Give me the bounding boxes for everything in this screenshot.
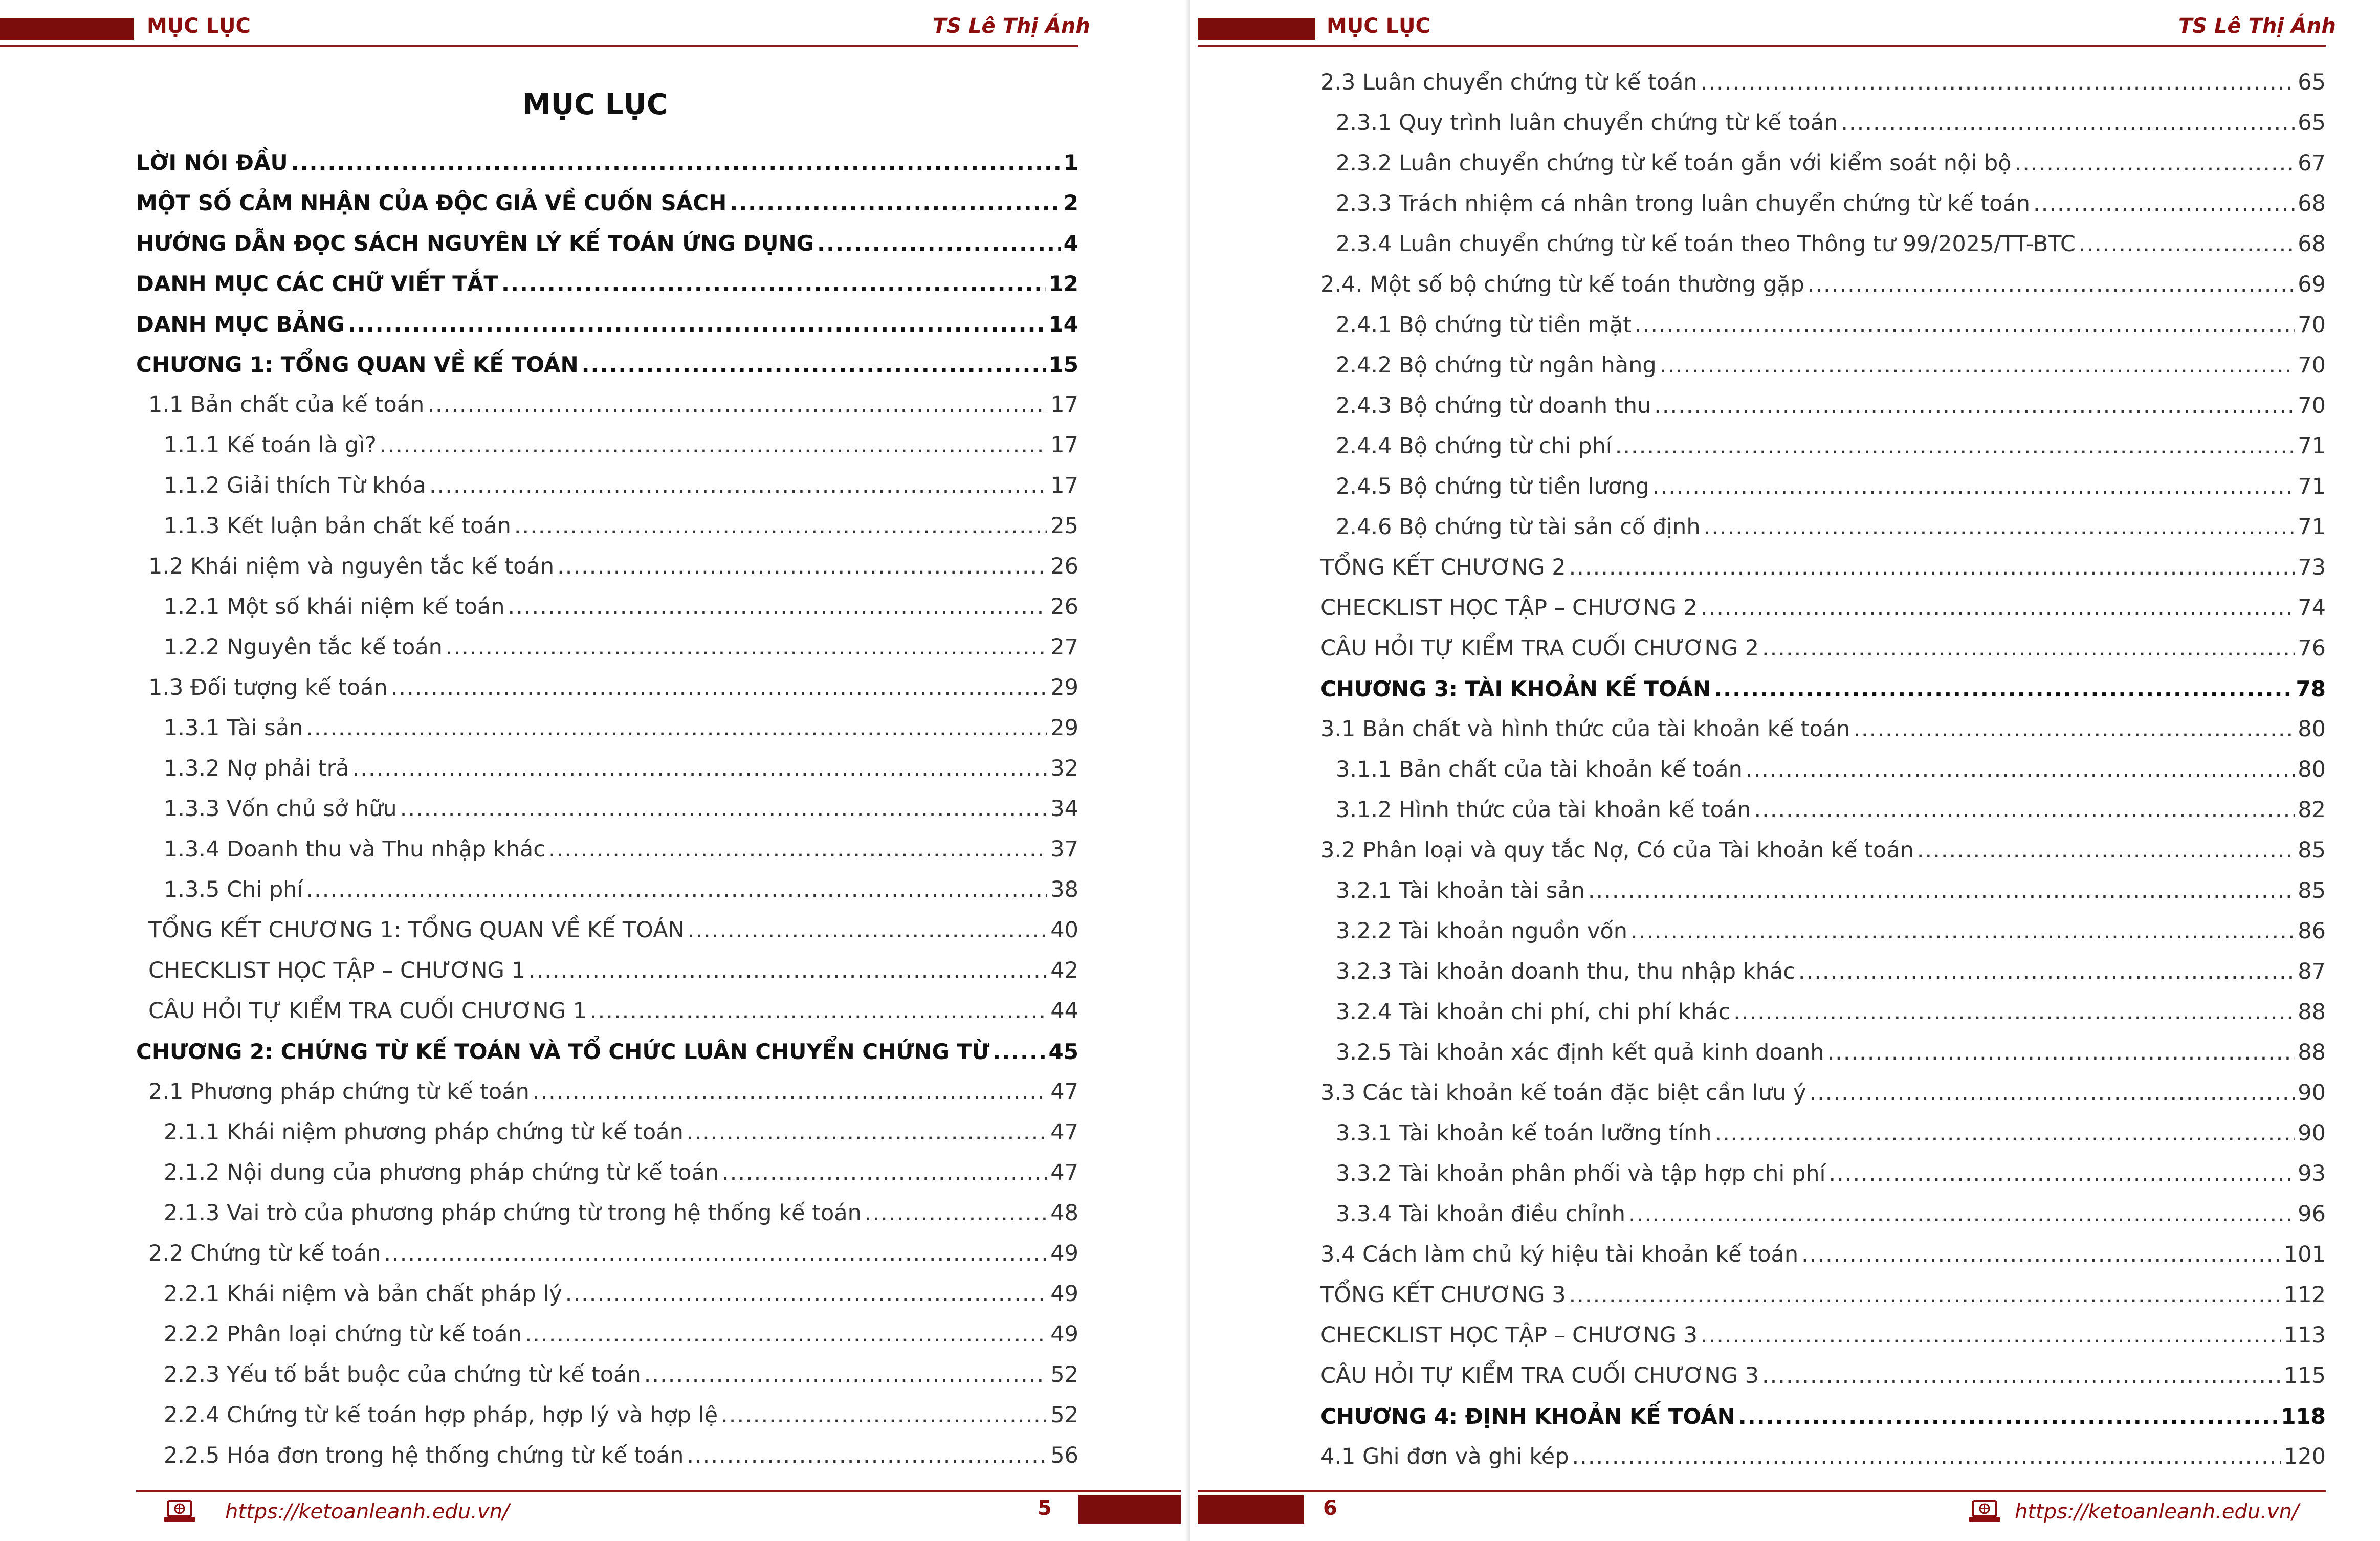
- toc-entry-title: CHƯƠNG 4: ĐỊNH KHOẢN KẾ TOÁN: [1320, 1404, 1735, 1429]
- toc-entry-title: MỘT SỐ CẢM NHẬN CỦA ĐỘC GIẢ VỀ CUỐN SÁCH: [136, 190, 727, 215]
- toc-entry[interactable]: [1307, 871, 2326, 911]
- toc-title: MỤC LỤC: [522, 88, 668, 121]
- dot-leader: [993, 1031, 1045, 1072]
- toc-entry-title: 1.1 Bản chất của kế toán: [148, 392, 425, 417]
- toc-chapter-entry[interactable]: [1307, 1396, 2326, 1437]
- dot-leader: [730, 183, 1061, 223]
- right-page: [1190, 0, 2380, 1541]
- toc-entry[interactable]: [1307, 750, 2326, 790]
- toc-entry-title: 1.2.2 Nguyên tắc kế toán: [164, 634, 443, 660]
- toc-entry-page: 118: [2281, 1404, 2326, 1429]
- toc-entry[interactable]: [1307, 184, 2326, 224]
- dot-leader: [687, 1112, 1047, 1153]
- toc-entry-title: TỔNG KẾT CHƯƠNG 3: [1320, 1282, 1566, 1308]
- toc-entry-title: CÂU HỎI TỰ KIỂM TRA CUỐI CHƯƠNG 1: [148, 998, 587, 1024]
- toc-entry[interactable]: [1307, 911, 2326, 952]
- toc-entry[interactable]: [136, 1436, 1078, 1476]
- dot-leader: [384, 1234, 1047, 1274]
- toc-entry[interactable]: [136, 991, 1078, 1031]
- toc-entry-page: 47: [1050, 1119, 1078, 1145]
- dot-leader: [2033, 184, 2295, 224]
- header-rule: [1198, 45, 2326, 47]
- toc-chapter-entry[interactable]: [1307, 669, 2326, 709]
- toc-entry-page: 88: [2298, 1040, 2326, 1065]
- toc-entry[interactable]: [1307, 507, 2326, 547]
- toc-entry-title: TỔNG KẾT CHƯƠNG 2: [1320, 555, 1566, 580]
- toc-entry-page: 1: [1063, 150, 1078, 175]
- dot-leader: [1572, 1437, 2281, 1477]
- toc-entry-title: 1.2.1 Một số khái niệm kế toán: [164, 594, 505, 620]
- toc-entry[interactable]: [136, 506, 1078, 546]
- toc-entry-title: 2.4.5 Bộ chứng từ tiền lương: [1336, 474, 1649, 499]
- toc-entry-title: 1.1.2 Giải thích Từ khóa: [164, 473, 426, 498]
- toc-entry-page: 25: [1050, 513, 1078, 539]
- toc-entry[interactable]: [1307, 1275, 2326, 1315]
- toc-entry[interactable]: [1307, 224, 2326, 265]
- dot-leader: [1738, 1396, 2278, 1437]
- toc-entry-page: 65: [2298, 70, 2326, 95]
- toc-entry-title: 2.4. Một số bộ chứng từ kế toán thường gặp: [1320, 272, 1804, 297]
- dot-leader: [306, 870, 1047, 910]
- dot-leader: [817, 223, 1061, 263]
- header-author: TS Lê Thị Ánh: [2178, 14, 2336, 38]
- toc-entry-title: 2.4.4 Bộ chứng từ chi phí: [1336, 433, 1612, 459]
- toc-entry-page: 49: [1050, 1281, 1078, 1307]
- toc-entry[interactable]: [1307, 952, 2326, 992]
- toc-entry-page: 74: [2298, 595, 2326, 621]
- dot-leader: [501, 263, 1046, 304]
- toc-entry-page: 68: [2298, 231, 2326, 257]
- toc-entry-page: 120: [2283, 1444, 2326, 1469]
- toc-entry[interactable]: [1307, 143, 2326, 184]
- dot-leader: [528, 951, 1047, 991]
- dot-leader: [2015, 143, 2295, 184]
- dot-leader: [446, 627, 1047, 668]
- toc-entry-page: 76: [2298, 635, 2326, 661]
- dot-leader: [1829, 1154, 2295, 1194]
- toc-entry-title: 2.4.3 Bộ chứng từ doanh thu: [1336, 393, 1651, 419]
- toc-entry-title: HƯỚNG DẪN ĐỌC SÁCH NGUYÊN LÝ KẾ TOÁN ỨNG DỤNG: [136, 231, 814, 256]
- dot-leader: [1798, 952, 2295, 992]
- toc-entry-page: 52: [1050, 1402, 1078, 1428]
- dot-leader: [1746, 750, 2295, 790]
- toc-entry-page: 67: [2298, 150, 2326, 176]
- toc-entry-title: 1.2 Khái niệm và nguyên tắc kế toán: [148, 554, 555, 579]
- laptop-web-icon: [1968, 1499, 2001, 1524]
- toc-entry[interactable]: [136, 546, 1078, 587]
- dot-leader: [590, 991, 1047, 1031]
- toc-entry-page: 42: [1050, 958, 1078, 983]
- toc-entry-page: 27: [1050, 634, 1078, 660]
- toc-list-right: [1307, 62, 2326, 1477]
- toc-entry[interactable]: [1307, 1113, 2326, 1154]
- toc-entry[interactable]: [1307, 386, 2326, 426]
- dot-leader: [1652, 467, 2295, 507]
- toc-entry[interactable]: [136, 668, 1078, 708]
- dot-leader: [1801, 1235, 2281, 1275]
- dot-leader: [1660, 345, 2295, 386]
- toc-entry-page: 4: [1063, 231, 1078, 256]
- toc-entry[interactable]: [136, 1395, 1078, 1436]
- toc-entry-page: 17: [1050, 432, 1078, 458]
- toc-entry-title: 2.4.2 Bộ chứng từ ngân hàng: [1336, 353, 1657, 378]
- toc-entry-title: 1.3.2 Nợ phải trả: [164, 756, 349, 781]
- dot-leader: [1853, 709, 2295, 750]
- toc-entry-page: 115: [2283, 1363, 2326, 1389]
- dot-leader: [352, 749, 1048, 789]
- toc-entry[interactable]: [1307, 62, 2326, 103]
- toc-entry-page: 17: [1050, 392, 1078, 417]
- dot-leader: [1628, 1194, 2295, 1235]
- dot-leader: [721, 1395, 1047, 1436]
- toc-entry-page: 49: [1050, 1322, 1078, 1347]
- toc-entry-page: 71: [2298, 433, 2326, 459]
- toc-entry-title: CHECKLIST HỌC TẬP – CHƯƠNG 2: [1320, 595, 1698, 621]
- toc-entry-page: 73: [2298, 555, 2326, 580]
- toc-entry-title: CHECKLIST HỌC TẬP – CHƯƠNG 3: [1320, 1323, 1698, 1348]
- dot-leader: [1827, 1032, 2295, 1073]
- footer-url-link[interactable]: https://ketoanleanh.edu.vn/: [225, 1500, 510, 1524]
- toc-entry-title: 3.2.4 Tài khoản chi phí, chi phí khác: [1336, 999, 1731, 1025]
- toc-entry[interactable]: [1307, 1356, 2326, 1396]
- toc-entry[interactable]: [1307, 1032, 2326, 1073]
- toc-entry-title: 2.2.4 Chứng từ kế toán hợp pháp, hợp lý và hợp lệ: [164, 1402, 718, 1428]
- dot-leader: [2079, 224, 2295, 265]
- toc-entry[interactable]: [1307, 709, 2326, 750]
- toc-entry-title: 3.2 Phân loại và quy tắc Nợ, Có của Tài khoản kế toán: [1320, 838, 1914, 863]
- toc-entry-page: 15: [1048, 352, 1078, 377]
- dot-leader: [427, 385, 1047, 425]
- toc-entry-title: 1.3.5 Chi phí: [164, 877, 303, 902]
- toc-entry-page: 93: [2298, 1161, 2326, 1186]
- dot-leader: [1733, 992, 2295, 1032]
- dot-leader: [1715, 1113, 2295, 1154]
- toc-entry-title: 3.2.3 Tài khoản doanh thu, thu nhập khác: [1336, 959, 1795, 984]
- dot-leader: [1635, 305, 2295, 345]
- dot-leader: [1841, 103, 2295, 143]
- toc-entry-title: CHƯƠNG 3: TÀI KHOẢN KẾ TOÁN: [1320, 676, 1711, 701]
- toc-entry[interactable]: [1307, 265, 2326, 305]
- toc-entry-page: 112: [2283, 1282, 2326, 1308]
- toc-entry-page: 88: [2298, 999, 2326, 1025]
- dot-leader: [1630, 911, 2295, 952]
- toc-entry-page: 29: [1050, 715, 1078, 741]
- toc-entry-page: 113: [2283, 1323, 2326, 1348]
- toc-entry-title: 3.3.2 Tài khoản phân phối và tập hợp chi phí: [1336, 1161, 1826, 1186]
- toc-entry-page: 40: [1050, 917, 1078, 943]
- toc-entry-title: 2.1 Phương pháp chứng từ kế toán: [148, 1079, 530, 1105]
- toc-entry-page: 71: [2298, 514, 2326, 540]
- dot-leader: [514, 506, 1047, 546]
- toc-entry-title: 3.1.1 Bản chất của tài khoản kế toán: [1336, 757, 1743, 782]
- toc-entry-title: 2.2.3 Yếu tố bắt buộc của chứng từ kế toán: [164, 1362, 641, 1388]
- toc-entry-title: DANH MỤC BẢNG: [136, 312, 345, 337]
- toc-entry-title: 3.3.1 Tài khoản kế toán lưỡng tính: [1336, 1120, 1712, 1146]
- dot-leader: [1654, 386, 2295, 426]
- toc-entry-title: 1.3.4 Doanh thu và Thu nhập khác: [164, 836, 545, 862]
- toc-entry-page: 86: [2298, 918, 2326, 944]
- toc-entry-title: 4.1 Ghi đơn và ghi kép: [1320, 1444, 1569, 1469]
- dot-leader: [391, 668, 1048, 708]
- toc-entry-title: 3.2.1 Tài khoản tài sản: [1336, 878, 1585, 904]
- toc-entry-title: 3.2.2 Tài khoản nguồn vốn: [1336, 918, 1628, 944]
- toc-entry[interactable]: [136, 587, 1078, 627]
- toc-entry-page: 82: [2298, 797, 2326, 823]
- toc-entry[interactable]: [1307, 547, 2326, 588]
- toc-entry-title: 2.2.2 Phân loại chứng từ kế toán: [164, 1322, 522, 1347]
- dot-leader: [722, 1153, 1047, 1193]
- toc-entry-title: 1.3.1 Tài sản: [164, 715, 303, 741]
- toc-entry-page: 38: [1050, 877, 1078, 902]
- toc-entry-title: 2.4.1 Bộ chứng từ tiền mặt: [1336, 312, 1632, 338]
- dot-leader: [1762, 628, 2295, 669]
- page-number: 6: [1323, 1496, 1337, 1520]
- toc-entry-page: 70: [2298, 393, 2326, 419]
- toc-entry[interactable]: [136, 870, 1078, 910]
- toc-entry-page: 65: [2298, 110, 2326, 136]
- toc-chapter-entry[interactable]: [136, 344, 1078, 385]
- footer-url-link[interactable]: https://ketoanleanh.edu.vn/: [2015, 1500, 2299, 1524]
- toc-entry-page: 70: [2298, 353, 2326, 378]
- dot-leader: [1714, 669, 2293, 709]
- dot-leader: [1701, 62, 2295, 103]
- toc-entry-page: 78: [2296, 676, 2326, 701]
- toc-chapter-entry[interactable]: [136, 142, 1078, 183]
- toc-entry[interactable]: [1307, 992, 2326, 1032]
- toc-entry[interactable]: [136, 910, 1078, 951]
- toc-chapter-entry[interactable]: [136, 223, 1078, 263]
- toc-entry[interactable]: [136, 789, 1078, 829]
- toc-entry[interactable]: [1307, 1073, 2326, 1113]
- toc-entry-page: 12: [1048, 271, 1078, 296]
- dot-leader: [865, 1193, 1047, 1234]
- toc-entry-page: 26: [1050, 554, 1078, 579]
- toc-entry[interactable]: [136, 749, 1078, 789]
- dot-leader: [565, 1274, 1048, 1314]
- toc-entry-title: 2.2.1 Khái niệm và bản chất pháp lý: [164, 1281, 562, 1307]
- toc-entry[interactable]: [1307, 830, 2326, 871]
- toc-entry-title: 2.2.5 Hóa đơn trong hệ thống chứng từ kế toán: [164, 1443, 684, 1468]
- header-section-title: MỤC LỤC: [1327, 14, 1430, 38]
- dot-leader: [306, 708, 1047, 749]
- toc-entry-title: CÂU HỎI TỰ KIỂM TRA CUỐI CHƯƠNG 3: [1320, 1363, 1759, 1389]
- toc-entry[interactable]: [1307, 1437, 2326, 1477]
- toc-chapter-entry[interactable]: [136, 1031, 1078, 1072]
- dot-leader: [508, 587, 1048, 627]
- header-accent-bar: [0, 18, 134, 40]
- toc-entry-page: 80: [2298, 757, 2326, 782]
- dot-leader: [1701, 1315, 2281, 1356]
- toc-entry-page: 17: [1050, 473, 1078, 498]
- toc-chapter-entry[interactable]: [136, 183, 1078, 223]
- toc-entry-title: 2.4.6 Bộ chứng từ tài sản cố định: [1336, 514, 1701, 540]
- toc-entry-title: CÂU HỎI TỰ KIỂM TRA CUỐI CHƯƠNG 2: [1320, 635, 1759, 661]
- dot-leader: [1808, 265, 2295, 305]
- toc-entry[interactable]: [136, 1314, 1078, 1355]
- footer-rule: [136, 1490, 1181, 1492]
- toc-entry[interactable]: [1307, 426, 2326, 467]
- toc-entry-page: 37: [1050, 836, 1078, 862]
- toc-entry[interactable]: [136, 466, 1078, 506]
- toc-entry-page: 68: [2298, 191, 2326, 216]
- toc-entry-page: 96: [2298, 1201, 2326, 1227]
- dot-leader: [1762, 1356, 2281, 1396]
- toc-entry-title: 1.1.1 Kế toán là gì?: [164, 432, 377, 458]
- toc-chapter-entry[interactable]: [136, 304, 1078, 344]
- toc-entry-page: 49: [1050, 1241, 1078, 1266]
- dot-leader: [687, 1436, 1047, 1476]
- dot-leader: [1569, 1275, 2281, 1315]
- toc-entry-title: 2.3.3 Trách nhiệm cá nhân trong luân chuyển chứng từ kế toán: [1336, 191, 2031, 216]
- toc-entry-page: 44: [1050, 998, 1078, 1024]
- toc-entry-page: 14: [1048, 312, 1078, 337]
- dot-leader: [1588, 871, 2295, 911]
- toc-entry[interactable]: [1307, 467, 2326, 507]
- dot-leader: [348, 304, 1046, 344]
- toc-entry-page: 2: [1063, 190, 1078, 215]
- dot-leader: [525, 1314, 1048, 1355]
- toc-entry-page: 48: [1050, 1200, 1078, 1226]
- dot-leader: [1917, 830, 2295, 871]
- toc-entry-title: 3.1.2 Hình thức của tài khoản kế toán: [1336, 797, 1751, 823]
- toc-entry-page: 56: [1050, 1443, 1078, 1468]
- toc-entry-page: 47: [1050, 1160, 1078, 1185]
- toc-entry-page: 87: [2298, 959, 2326, 984]
- toc-chapter-entry[interactable]: [136, 263, 1078, 304]
- dot-leader: [533, 1072, 1047, 1112]
- footer-accent-bar: [1198, 1495, 1304, 1524]
- dot-leader: [582, 344, 1046, 385]
- toc-entry-page: 90: [2298, 1080, 2326, 1106]
- toc-entry-title: 2.2 Chứng từ kế toán: [148, 1241, 381, 1266]
- toc-entry-title: 3.3 Các tài khoản kế toán đặc biệt cần lưu ý: [1320, 1080, 1806, 1106]
- header-author: TS Lê Thị Ánh: [933, 14, 1090, 38]
- toc-entry-title: DANH MỤC CÁC CHỮ VIẾT TẮT: [136, 271, 498, 296]
- footer-rule: [1198, 1490, 2326, 1492]
- header-rule: [0, 45, 1078, 47]
- toc-entry-title: LỜI NÓI ĐẦU: [136, 150, 288, 175]
- toc-entry[interactable]: [136, 1355, 1078, 1395]
- toc-entry-title: CHECKLIST HỌC TẬP – CHƯƠNG 1: [148, 958, 525, 983]
- page-number: 5: [1038, 1496, 1052, 1520]
- toc-entry[interactable]: [1307, 1235, 2326, 1275]
- toc-entry-page: 34: [1050, 796, 1078, 822]
- toc-entry[interactable]: [136, 708, 1078, 749]
- dot-leader: [380, 425, 1047, 466]
- dot-leader: [1615, 426, 2295, 467]
- dot-leader: [688, 910, 1047, 951]
- toc-entry-page: 90: [2298, 1120, 2326, 1146]
- toc-entry[interactable]: [1307, 628, 2326, 669]
- toc-entry-page: 80: [2298, 716, 2326, 742]
- toc-entry-page: 85: [2298, 838, 2326, 863]
- toc-entry-title: 3.1 Bản chất và hình thức của tài khoản kế toán: [1320, 716, 1850, 742]
- toc-entry-title: CHƯƠNG 2: CHỨNG TỪ KẾ TOÁN VÀ TỔ CHỨC LUÂN CHUYỂN CHỨNG TỪ: [136, 1039, 990, 1064]
- dot-leader: [557, 546, 1047, 587]
- toc-entry-page: 69: [2298, 272, 2326, 297]
- toc-entry-title: 2.3.2 Luân chuyển chứng từ kế toán gắn với kiểm soát nội bộ: [1336, 150, 2012, 176]
- toc-entry-page: 85: [2298, 878, 2326, 904]
- toc-entry-title: 1.1.3 Kết luận bản chất kế toán: [164, 513, 511, 539]
- toc-entry-title: 3.4 Cách làm chủ ký hiệu tài khoản kế toán: [1320, 1242, 1799, 1267]
- toc-entry-page: 70: [2298, 312, 2326, 338]
- toc-entry[interactable]: [136, 627, 1078, 668]
- header-section-title: MỤC LỤC: [147, 14, 251, 38]
- dot-leader: [429, 466, 1047, 506]
- toc-entry-title: 2.3 Luân chuyển chứng từ kế toán: [1320, 70, 1698, 95]
- toc-entry-page: 32: [1050, 756, 1078, 781]
- footer-accent-bar: [1078, 1495, 1181, 1524]
- toc-entry-page: 29: [1050, 675, 1078, 700]
- toc-entry[interactable]: [136, 385, 1078, 425]
- dot-leader: [1754, 790, 2295, 830]
- dot-leader: [1704, 507, 2295, 547]
- toc-list-left: [136, 142, 1078, 1476]
- header-accent-bar: [1198, 18, 1315, 40]
- dot-leader: [1701, 588, 2295, 628]
- toc-entry-title: 1.3 Đối tượng kế toán: [148, 675, 388, 700]
- toc-entry-page: 101: [2283, 1242, 2326, 1267]
- toc-entry[interactable]: [1307, 1315, 2326, 1356]
- toc-entry[interactable]: [136, 1153, 1078, 1193]
- toc-entry-title: 3.2.5 Tài khoản xác định kết quả kinh doanh: [1336, 1040, 1824, 1065]
- toc-entry-title: 3.3.4 Tài khoản điều chỉnh: [1336, 1201, 1625, 1227]
- toc-entry-page: 52: [1050, 1362, 1078, 1388]
- toc-entry[interactable]: [136, 829, 1078, 870]
- toc-entry-title: 2.1.1 Khái niệm phương pháp chứng từ kế toán: [164, 1119, 684, 1145]
- toc-entry[interactable]: [136, 1234, 1078, 1274]
- dot-leader: [644, 1355, 1048, 1395]
- laptop-web-icon: [163, 1499, 196, 1524]
- dot-leader: [548, 829, 1047, 870]
- toc-entry[interactable]: [1307, 305, 2326, 345]
- toc-entry-title: 2.1.3 Vai trò của phương pháp chứng từ trong hệ thống kế toán: [164, 1200, 862, 1226]
- dot-leader: [1569, 547, 2295, 588]
- toc-entry-title: CHƯƠNG 1: TỔNG QUAN VỀ KẾ TOÁN: [136, 352, 579, 377]
- toc-entry-title: TỔNG KẾT CHƯƠNG 1: TỔNG QUAN VỀ KẾ TOÁN: [148, 917, 685, 943]
- toc-entry[interactable]: [1307, 790, 2326, 830]
- toc-entry[interactable]: [1307, 1154, 2326, 1194]
- toc-entry[interactable]: [136, 1072, 1078, 1112]
- toc-entry-title: 1.3.3 Vốn chủ sở hữu: [164, 796, 397, 822]
- toc-entry[interactable]: [136, 1112, 1078, 1153]
- toc-entry-page: 45: [1048, 1039, 1078, 1064]
- toc-entry[interactable]: [1307, 588, 2326, 628]
- toc-entry[interactable]: [136, 951, 1078, 991]
- toc-entry-page: 71: [2298, 474, 2326, 499]
- toc-entry-title: 2.1.2 Nội dung của phương pháp chứng từ kế toán: [164, 1160, 719, 1185]
- toc-entry[interactable]: [1307, 103, 2326, 143]
- toc-entry[interactable]: [1307, 345, 2326, 386]
- toc-entry-page: 47: [1050, 1079, 1078, 1105]
- toc-entry[interactable]: [1307, 1194, 2326, 1235]
- dot-leader: [1809, 1073, 2295, 1113]
- toc-entry[interactable]: [136, 1274, 1078, 1314]
- dot-leader: [400, 789, 1048, 829]
- toc-entry-title: 2.3.1 Quy trình luân chuyển chứng từ kế toán: [1336, 110, 1838, 136]
- dot-leader: [291, 142, 1061, 183]
- toc-entry[interactable]: [136, 1193, 1078, 1234]
- toc-entry-title: 2.3.4 Luân chuyển chứng từ kế toán theo Thông tư 99/2025/TT-BTC: [1336, 231, 2076, 257]
- toc-entry-page: 26: [1050, 594, 1078, 620]
- toc-entry[interactable]: [136, 425, 1078, 466]
